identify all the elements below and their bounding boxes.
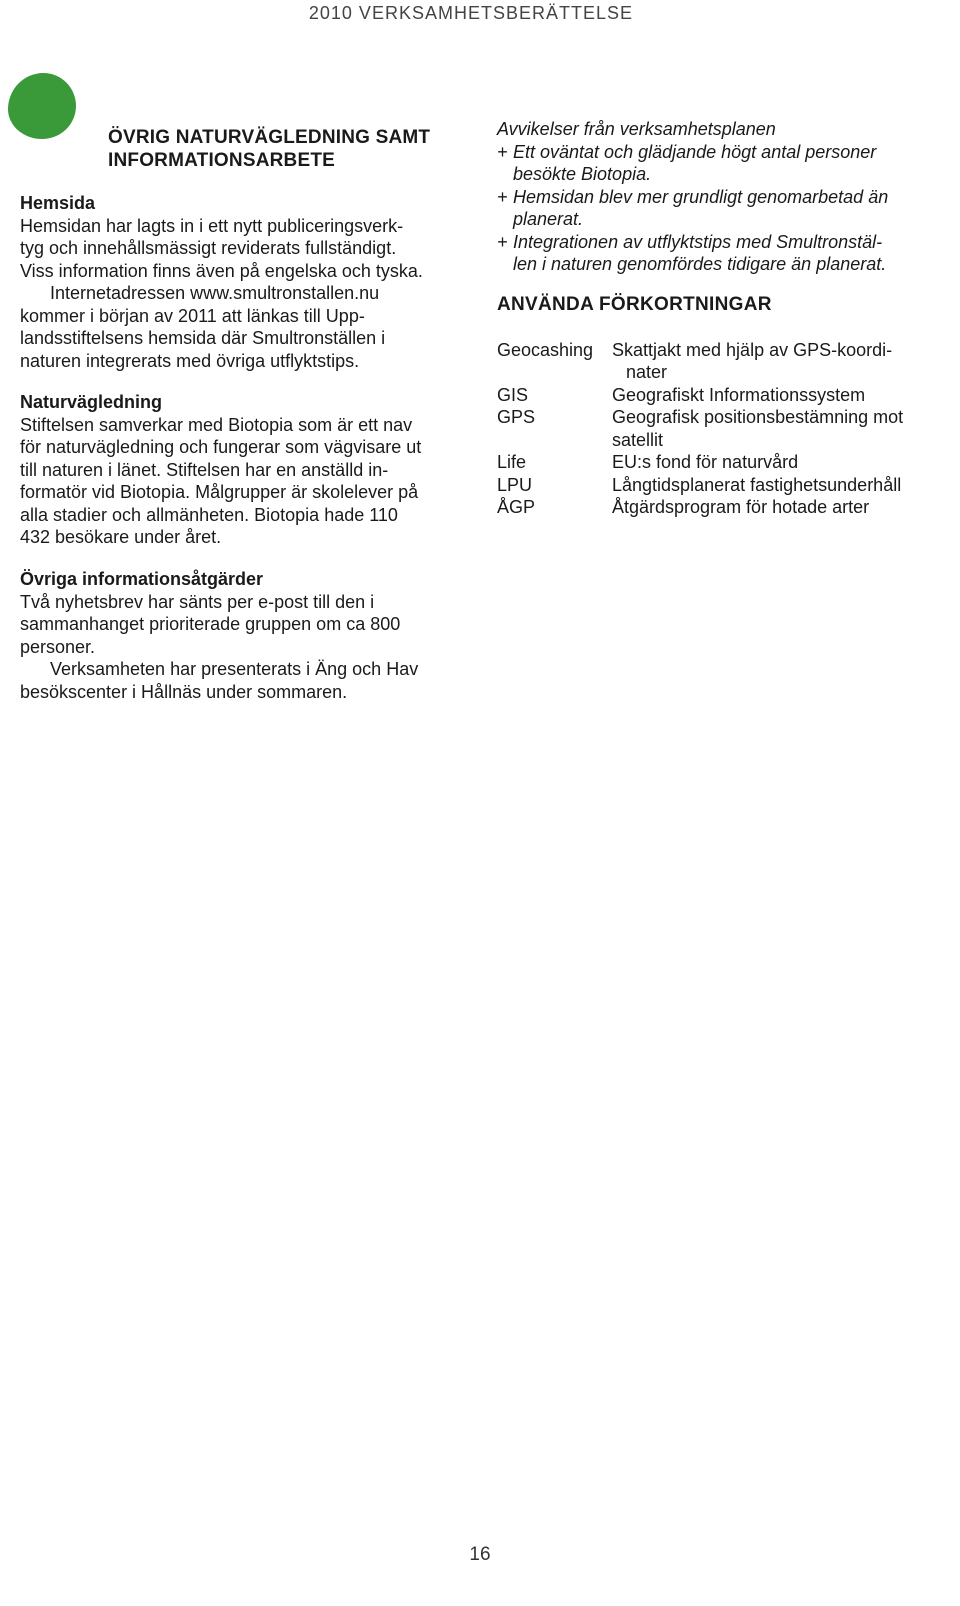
abbreviation-term: LPU	[497, 474, 533, 495]
abbreviation-row	[497, 384, 942, 407]
hemsida-heading: Hemsida	[20, 193, 96, 213]
section-title-line-1: ÖVRIG NATURVÄGLEDNING SAMT	[108, 127, 431, 148]
deviation-line: planerat.	[513, 209, 584, 229]
hemsida-line: Internetadressen www.smultronstallen.nu	[50, 283, 380, 303]
ovriga-section	[20, 568, 472, 703]
abbreviation-definition: Geografiskt Informationssystem	[612, 384, 866, 405]
deviation-line: Ett oväntat och glädjande högt antal personer	[513, 141, 877, 162]
hemsida-line: Hemsidan har lagts in i ett nytt publiceringsverk-	[20, 215, 404, 236]
deviation-line: len i naturen genomfördes tidigare än planerat.	[513, 254, 887, 274]
ovriga-heading: Övriga informationsåtgärder	[20, 569, 264, 589]
naturvagledning-line: till naturen i länet. Stiftelsen har en anställd in-	[20, 459, 389, 480]
green-dot-decoration	[8, 73, 76, 139]
abbreviation-term: ÅGP	[497, 497, 536, 517]
hemsida-section	[20, 192, 472, 372]
deviations-heading: Avvikelser från verksamhetsplanen	[497, 119, 776, 139]
abbreviation-definition: satellit	[612, 429, 664, 450]
running-header	[0, 0, 960, 28]
abbreviation-term: GIS	[497, 384, 529, 405]
naturvagledning-line: formatör vid Biotopia. Målgrupper är skolelever på	[20, 482, 419, 502]
ovriga-line: Två nyhetsbrev har sänts per e-post till den i	[20, 591, 375, 612]
abbreviation-definition: EU:s fond för naturvård	[612, 452, 799, 472]
abbreviation-row	[497, 474, 942, 497]
section-title-line-2: INFORMATIONSARBETE	[108, 150, 336, 171]
deviation-item	[497, 231, 942, 276]
deviation-item	[497, 141, 942, 186]
naturvagledning-line: alla stadier och allmänheten. Biotopia hade 110	[20, 504, 398, 525]
abbreviation-term: Life	[497, 452, 527, 472]
abbreviation-row	[497, 451, 942, 474]
naturvagledning-heading: Naturvägledning	[20, 392, 163, 412]
abbreviation-row	[497, 406, 942, 451]
hemsida-line: naturen integrerats med övriga utflyktstips.	[20, 350, 360, 371]
section-title	[108, 126, 468, 172]
ovriga-line: Verksamheten har presenterats i Äng och Hav	[50, 659, 419, 679]
plus-icon: +	[497, 231, 508, 252]
hemsida-line: tyg och innehållsmässigt reviderats fullständigt.	[20, 238, 397, 258]
naturvagledning-line: 432 besökare under året.	[20, 527, 222, 547]
naturvagledning-line: Stiftelsen samverkar med Biotopia som är ett nav	[20, 414, 413, 435]
deviation-line: Integrationen av utflyktstips med Smultronstäl-	[513, 231, 883, 252]
abbreviation-definition: Åtgärdsprogram för hotade arter	[612, 497, 870, 517]
page-number: 16	[469, 1544, 491, 1565]
ovriga-line: sammanhanget prioriterade gruppen om ca 800	[20, 614, 401, 634]
running-header-title: 2010 VERKSAMHETSBERÄTTELSE	[308, 3, 633, 23]
deviation-line: Hemsidan blev mer grundligt genomarbetad än	[513, 186, 889, 207]
hemsida-line: kommer i början av 2011 att länkas till Upp-	[20, 305, 365, 326]
abbreviations-section	[497, 294, 942, 519]
plus-icon: +	[497, 141, 508, 162]
deviation-line: besökte Biotopia.	[513, 164, 652, 184]
hemsida-line: landsstiftelsens hemsida där Smultronställen i	[20, 328, 386, 348]
abbreviation-definition: Skattjakt med hjälp av GPS-koordi-	[612, 339, 893, 360]
deviations-section	[497, 118, 942, 276]
abbreviation-definition: Geografisk positionsbestämning mot	[612, 407, 904, 427]
abbreviation-term: Geocashing	[497, 339, 594, 360]
abbreviation-definition: nater	[626, 362, 668, 382]
abbreviation-definition: Långtidsplanerat fastighetsunderhåll	[612, 474, 902, 495]
ovriga-line: besökscenter i Hållnäs under sommaren.	[20, 681, 348, 702]
deviation-item	[497, 186, 942, 231]
abbreviation-term: GPS	[497, 407, 536, 427]
abbreviation-row	[497, 339, 942, 384]
abbreviation-row	[497, 496, 942, 519]
hemsida-line: Viss information finns även på engelska och tyska.	[20, 260, 423, 281]
plus-icon: +	[497, 186, 508, 207]
abbreviations-heading: ANVÄNDA FÖRKORTNINGAR	[497, 294, 772, 315]
ovriga-line: personer.	[20, 636, 96, 657]
naturvagledning-section	[20, 391, 472, 549]
naturvagledning-line: för naturvägledning och fungerar som vägvisare ut	[20, 437, 422, 457]
